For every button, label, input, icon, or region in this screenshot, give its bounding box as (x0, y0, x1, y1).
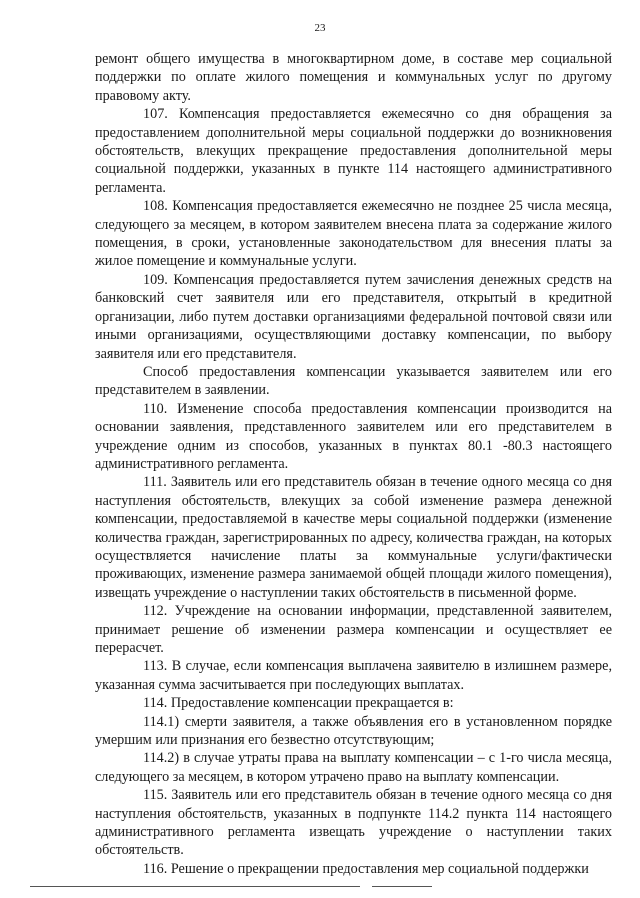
paragraph-114-2: 114.2) в случае утраты права на выплату компенсации – с 1-го числа месяца, следующего за месяцем, в котором утрачено право на выплату компенсации. (95, 750, 612, 785)
paragraph-112: 112. Учреждение на основании информации, представленной заявителем, принимает решение об изменении размера компенсации и осуществляет ее перерасчет. (95, 603, 612, 656)
page-number: 23 (314, 22, 326, 34)
body-text (95, 50, 612, 878)
paragraph-109-method: Способ предоставления компенсации указывается заявителем или его представителем в заявлении. (95, 363, 612, 399)
paragraph-114: 114. Предоставление компенсации прекращается в: (143, 695, 454, 712)
paragraph-111: 111. Заявитель или его представитель обязан в течение одного месяца со дня наступления обстоятельств, влекущих за собой изменение размера денежной компенсации, предоставляемой в качестве меры социальной поддержки (изменение количества граждан, зарегистрированных по адресу, количества граждан, на которых осуществляется начисление платы за коммунальные услуги/фактически проживающих, изменение размера занимаемой общей площади жилого помещения), извещать учреждение о наступлении таких обстоятельств в письменной форме. (95, 474, 612, 601)
paragraph-114-1: 114.1) смерти заявителя, а также объявления его в установленном порядке умершим или признания его безвестно отсутствующим; (95, 713, 612, 749)
paragraph-108: 108. Компенсация предоставляется ежемесячно не позднее 25 числа месяца, следующего за месяцем, в котором заявителем внесена плата за содержание жилого помещения, в сроки, установленные законодательством для внесения платы за жилое помещение и коммунальные услуги. (95, 198, 612, 270)
paragraph-109: 109. Компенсация предоставляется путем зачисления денежных средств на банковский счет заявителя или его представителя, открытый в кредитной организации, либо путем доставки организациями федеральной почтовой связи или иными организациями, осуществляющими доставку компенсации, по выбору заявителя или его представителя. (95, 271, 612, 362)
paragraph-continuation: ремонт общего имущества в многоквартирном доме, в составе мер социальной поддержки по оплате жилого помещения и коммунальных услуг по другому правовому акту. (95, 51, 612, 104)
footer-rule (30, 886, 360, 887)
paragraph-116: 116. Решение о прекращении предоставления мер социальной поддержки (143, 860, 589, 877)
paragraph-107: 107. Компенсация предоставляется ежемесячно со дня обращения за предоставлением дополнительной меры социальной поддержки до возникновения обстоятельств, влекущих прекращение предоставления дополнительной меры социальной поддержки, указанных в пункте 114 настоящего административного регламента. (95, 106, 612, 196)
paragraph-115: 115. Заявитель или его представитель обязан в течение одного месяца со дня наступления обстоятельств, указанных в подпункте 114.2 пункта 114 настоящего административного регламента извещать учреждение о наступлении таких обстоятельств. (95, 787, 612, 859)
footer-rule-short (372, 886, 432, 887)
paragraph-113: 113. В случае, если компенсация выплачена заявителю в излишнем размере, указанная сумма засчитывается при последующих выплатах. (95, 658, 612, 693)
paragraph-110: 110. Изменение способа предоставления компенсации производится на основании заявления, представленного заявителем или его представителем в учреждение одним из способов, указанных в пунктах 80.1 -80.3 настоящего административного регламента. (95, 400, 612, 472)
